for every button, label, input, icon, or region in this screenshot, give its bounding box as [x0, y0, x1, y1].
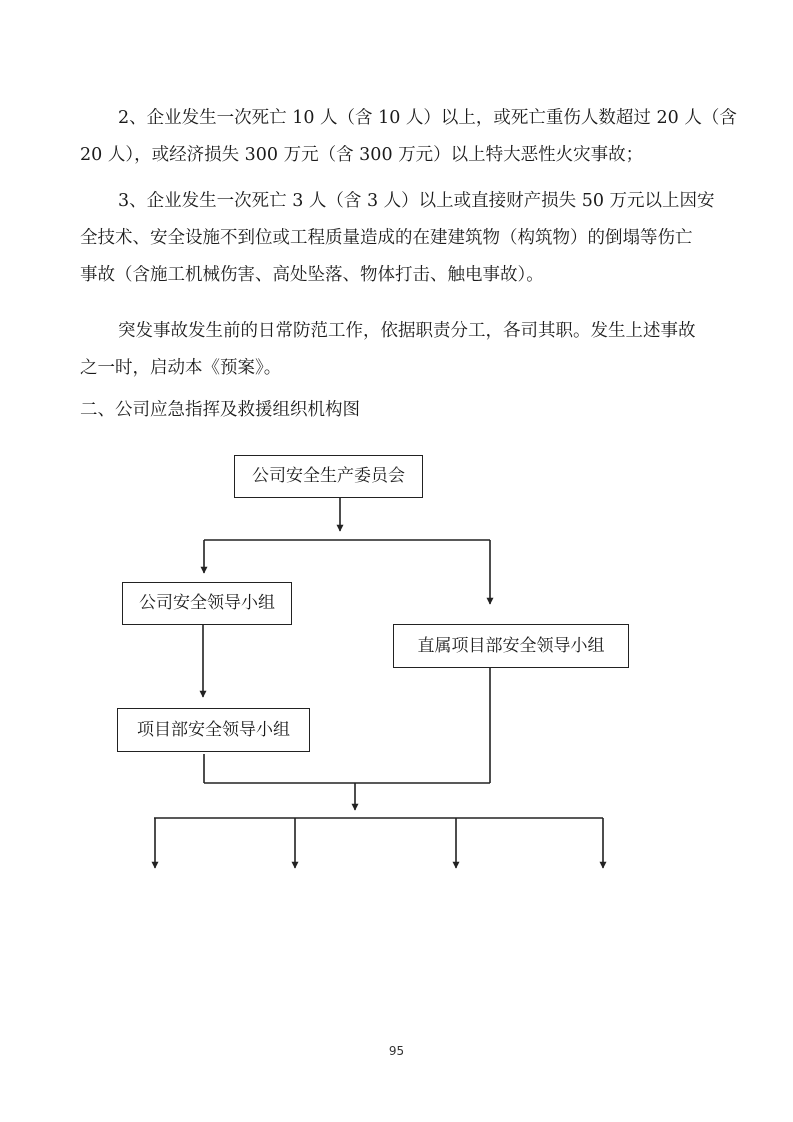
- box-company-safety-leading-group-label: 公司安全领导小组: [139, 593, 275, 613]
- page-number: 95: [388, 1044, 405, 1058]
- paragraph-2-line-1: 2、企业发生一次死亡 10 人（含 10 人）以上，或死亡重伤人数超过 20 人（含: [118, 108, 737, 128]
- box-company-safety-committee: [234, 455, 423, 498]
- box-company-safety-committee-label: 公司安全生产委员会: [252, 466, 405, 486]
- paragraph-2-line-2: 20 人），或经济损失 300 万元（含 300 万元）以上特大恶性火灾事故；: [80, 145, 644, 165]
- box-direct-project-dept-safety-group-label: 直属项目部安全领导小组: [417, 635, 605, 656]
- box-direct-project-dept-safety-group: [393, 624, 629, 668]
- paragraph-4-line-2: 之一时，启动本《预案》。: [80, 358, 282, 378]
- paragraph-4-line-1: 突发事故发生前的日常防范工作，依据职责分工，各司其职。发生上述事故: [118, 321, 696, 341]
- section-heading-text: 二、公司应急指挥及救援组织机构图: [80, 400, 360, 420]
- paragraph-3-line-3: 事故（含施工机械伤害、高处坠落、物体打击、触电事故）。: [80, 265, 544, 285]
- box-project-dept-safety-group: [117, 708, 310, 752]
- box-project-dept-safety-group-label: 项目部安全领导小组: [137, 719, 290, 740]
- box-company-safety-leading-group: [122, 582, 292, 625]
- paragraph-3-line-1: 3、企业发生一次死亡 3 人（含 3 人）以上或直接财产损失 50 万元以上因安: [118, 191, 715, 211]
- paragraph-3-line-2: 全技术、安全设施不到位或工程质量造成的在建建筑物（构筑物）的倒塌等伤亡: [80, 228, 693, 248]
